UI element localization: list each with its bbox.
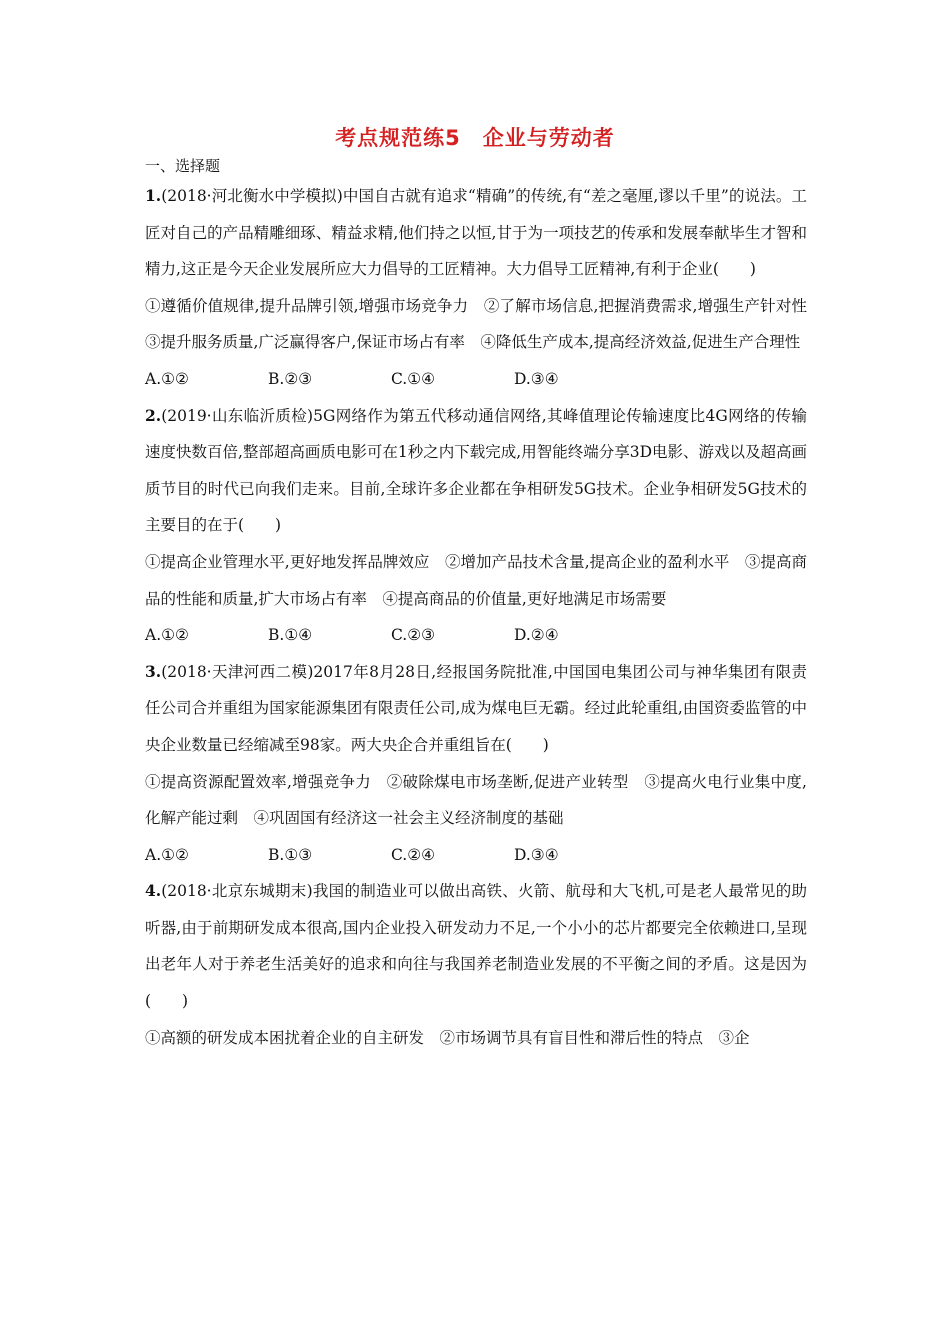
answer-options [145, 837, 807, 874]
question-1 [145, 178, 823, 398]
option-d: D.③④ [514, 369, 559, 388]
option-a: A.①② [145, 369, 189, 388]
question-text: (2018·天津河西二模)2017年8月28日,经报国务院批准,中国国电集团公司与神华集团有限责任公司合并重组为国家能源集团有限责任公司,成为煤电巨无霸。经过此轮重组,由国资委监管的中央企业数量已经缩减至98家。两大央企合并重组旨在( ) [145, 662, 807, 754]
option-a: A.①② [145, 626, 189, 645]
option-c: C.②③ [391, 626, 436, 645]
question-statements: ①提高资源配置效率,增强竞争力 ②破除煤电市场垄断,促进产业转型 ③提高火电行业集中度,化解产能过剩 ④巩固国有经济这一社会主义经济制度的基础 [145, 772, 807, 828]
option-b: B.②③ [268, 369, 313, 388]
option-b: B.①④ [268, 626, 313, 645]
option-b: B.①③ [268, 845, 313, 864]
question-stem [145, 178, 807, 288]
question-number: 4. [145, 881, 162, 901]
question-statements: ①遵循价值规律,提升品牌引领,增强市场竞争力 ②了解市场信息,把握消费需求,增强生产针对性 ③提升服务质量,广泛赢得客户,保证市场占有率 ④降低生产成本,提高经济效益,促进生产合理性 [145, 296, 823, 352]
option-c: C.②④ [391, 845, 436, 864]
option-c: C.①④ [391, 369, 436, 388]
question-number: 2. [145, 405, 162, 425]
question-statements: ①提高企业管理水平,更好地发挥品牌效应 ②增加产品技术含量,提高企业的盈利水平 ③提高商品的性能和质量,扩大市场占有率 ④提高商品的价值量,更好地满足市场需要 [145, 552, 807, 608]
question-text: (2018·北京东城期末)我国的制造业可以做出高铁、火箭、航母和大飞机,可是老人最常见的助听器,由于前期研发成本很高,国内企业投入研发动力不足,一个小小的芯片都要完全依赖进口,呈现出老年人对于养老生活美好的追求和向往与我国养老制造业发展的不平衡之间的矛盾。这是因为( ) [145, 882, 807, 1011]
option-a: A.①② [145, 845, 189, 864]
answer-options [145, 361, 807, 398]
question-text: (2018·河北衡水中学模拟)中国自古就有追求“精确”的传统,有“差之毫厘,谬以千里”的说法。工匠对自己的产品精雕细琢、精益求精,他们持之以恒,甘于为一项技艺的传承和发展奉献毕生才智和精力,这正是今天企业发展所应大力倡导的工匠精神。大力倡导工匠精神,有利于企业( ) [145, 187, 807, 279]
question-3 [145, 654, 807, 874]
question-stem [145, 398, 807, 544]
question-list [145, 178, 823, 1056]
section-heading: 一、选择题 [145, 157, 221, 175]
option-d: D.②④ [514, 626, 559, 645]
answer-options [145, 617, 807, 654]
document-title: 考点规范练5 企业与劳动者 [335, 126, 615, 150]
question-number: 3. [145, 661, 162, 681]
question-text: (2019·山东临沂质检)5G网络作为第五代移动通信网络,其峰值理论传输速度比4G网络的传输速度快数百倍,整部超高画质电影可在1秒之内下载完成,用智能终端分享3D电影、游戏以及超高画质节目的时代已向我们走来。目前,全球许多企业都在争相研发5G技术。企业争相研发5G技术的主要目的在于( ) [145, 406, 808, 535]
question-stem [145, 654, 807, 764]
question-2 [145, 398, 807, 654]
option-d: D.③④ [514, 845, 559, 864]
question-4 [145, 873, 807, 1056]
question-statements: ①高额的研发成本困扰着企业的自主研发 ②市场调节具有盲目性和滞后性的特点 ③企 [145, 1028, 750, 1047]
question-number: 1. [145, 186, 162, 205]
question-stem [145, 873, 807, 1019]
